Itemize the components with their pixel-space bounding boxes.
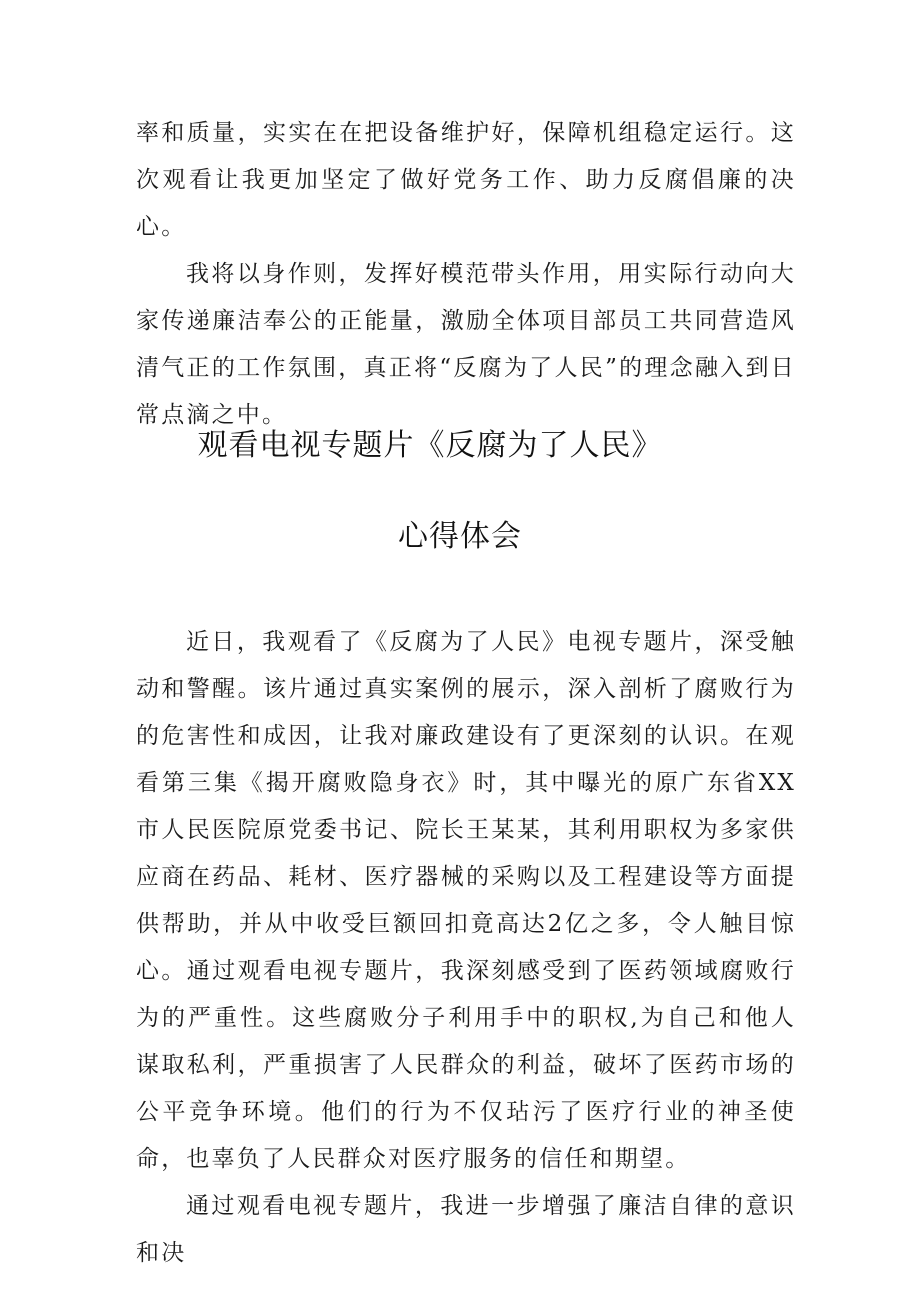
paragraph: 近日，我观看了《反腐为了人民》电视专题片，深受触动和警醒。该片通过真实案例的展示，深入剖析了腐败行为的危害性和成因，让我对廉政建设有了更深刻的认识。在观看第三集《揭开腐败隐身衣》时，其中曝光的原广东省XX市人民医院原党委书记、院长王某某，其利用职权为多家供应商在药品、耗材、医疗器械的采购以及工程建设等方面提供帮助，并从中收受巨额回扣竟高达2亿之多，令人触目惊心。通过观看电视专题片，我深刻感受到了医药领域腐败行为的严重性。这些腐败分子利用手中的职权,为自己和他人谋取私利，严重损害了人民群众的利益，破坏了医药市场的公平竞争环境。他们的行为不仅玷污了医疗行业的神圣使命，也辜负了人民群众对医疗服务的信任和期望。 <box>136 629 796 1172</box>
paragraph: 率和质量，实实在在把设备维护好，保障机组稳定运行。这次观看让我更加坚定了做好党务工作、助力反腐倡廉的决心。 <box>136 120 796 240</box>
article-subtitle: 心得体会 <box>398 519 522 554</box>
paragraph: 通过观看电视专题片，我进一步增强了廉洁自律的意识和决 <box>136 1193 796 1266</box>
article-title: 观看电视专题片《反腐为了人民》 <box>197 428 663 463</box>
paragraph: 我将以身作则，发挥好模范带头作用，用实际行动向大家传递廉洁奉公的正能量，激励全体项目部员工共同营造风清气正的工作氛围，真正将“反腐为了人民”的理念融入到日常点滴之中。 <box>136 261 796 428</box>
article-body <box>136 619 796 1277</box>
previous-article-ending <box>136 110 796 439</box>
